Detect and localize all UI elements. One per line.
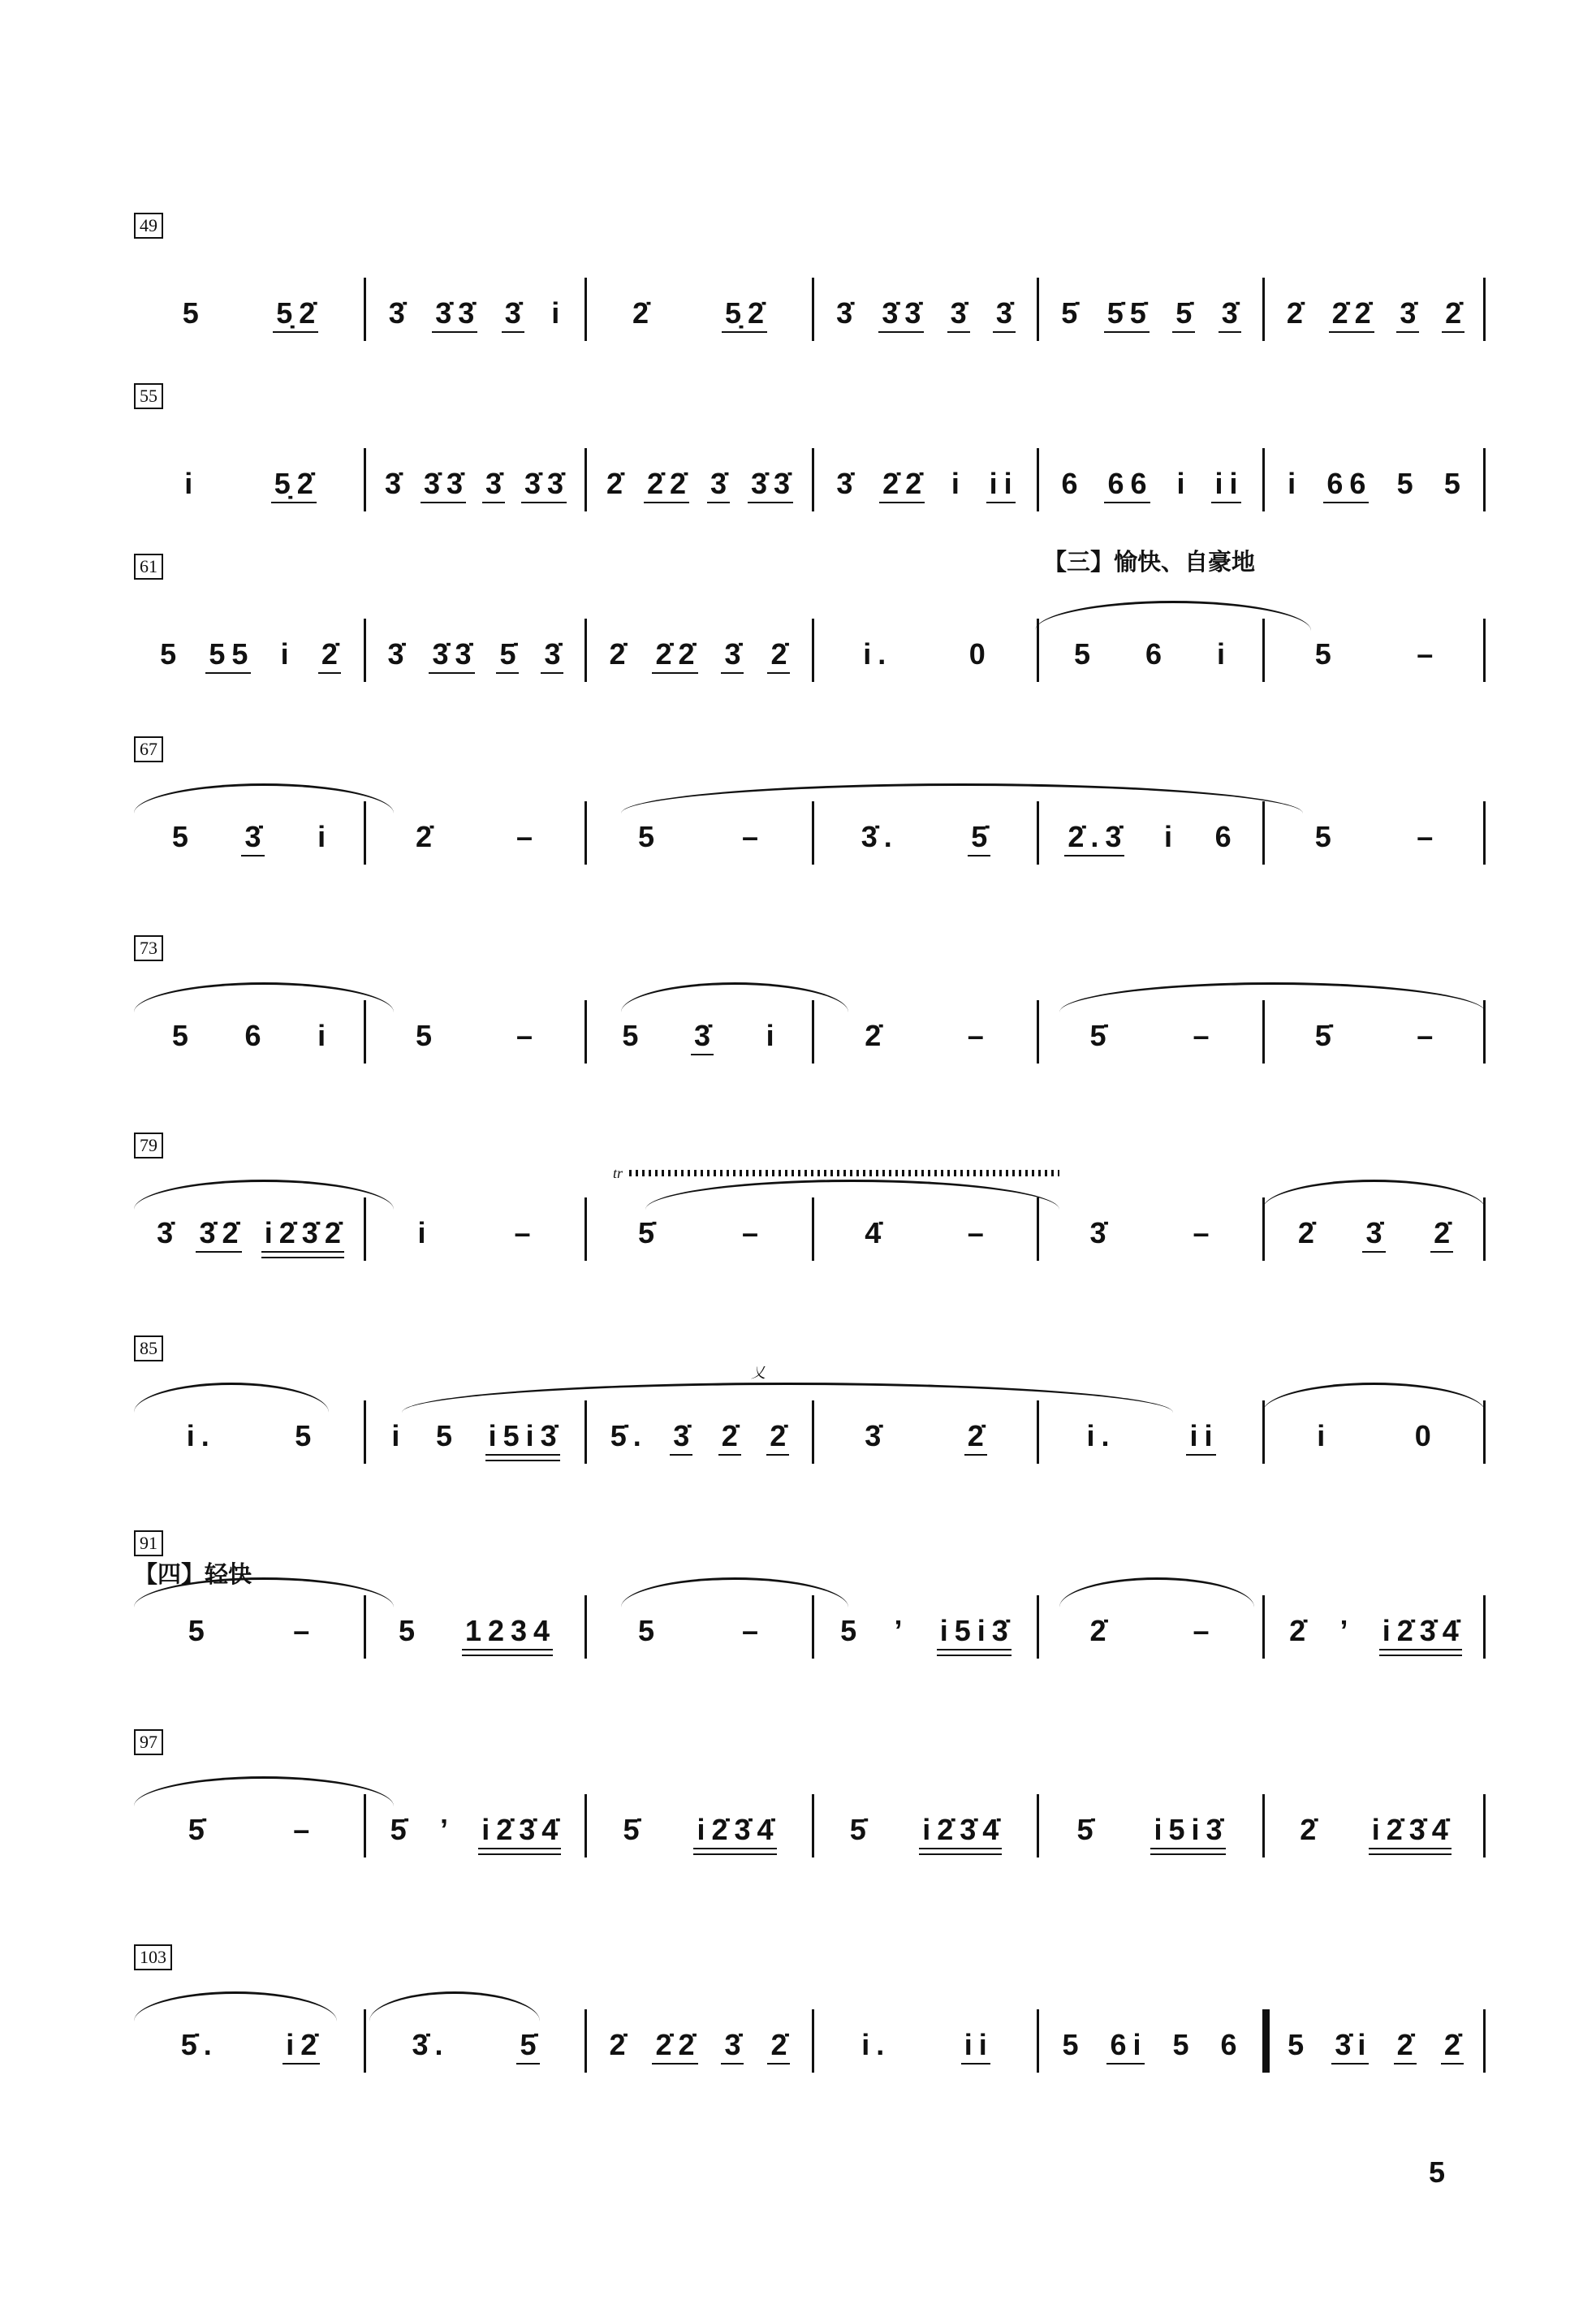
note-token: 5̇ bbox=[493, 636, 522, 674]
staff-line bbox=[134, 1993, 1486, 2082]
note-token: 3̇ bbox=[384, 467, 408, 500]
note-token: i bbox=[317, 1019, 333, 1052]
note-token: 5 bbox=[840, 1614, 864, 1647]
note-token: 2̇2̇ bbox=[1326, 296, 1378, 333]
note-token: 2̇ bbox=[1297, 1216, 1321, 1249]
measure bbox=[584, 432, 812, 521]
music-system bbox=[134, 736, 1486, 882]
measure-number: 97 bbox=[134, 1729, 163, 1755]
note-token: 3̇ bbox=[537, 636, 567, 674]
measure bbox=[364, 432, 584, 521]
note-token: 6 bbox=[1214, 820, 1238, 853]
measure bbox=[1262, 1579, 1486, 1668]
note-token: – bbox=[1417, 1019, 1440, 1052]
barline bbox=[1483, 448, 1486, 511]
note-token: – bbox=[741, 820, 766, 853]
note-token: 5 bbox=[1288, 2028, 1311, 2061]
measure-number: 91 bbox=[134, 1530, 163, 1556]
note-token: 4̇ bbox=[865, 1216, 888, 1249]
note-token: 3̇3̇ bbox=[417, 466, 469, 503]
note-token: 5̇ bbox=[849, 1813, 873, 1846]
note-token: i bbox=[417, 1216, 433, 1249]
note-token: i bbox=[317, 820, 333, 853]
note-token: 3̇ bbox=[718, 636, 747, 674]
note-token: i bbox=[1317, 1419, 1332, 1452]
staff-line bbox=[134, 1165, 1486, 1271]
measure bbox=[1262, 261, 1486, 351]
note-token: 3̇. bbox=[412, 2028, 450, 2061]
note-token: 2̇2̇ bbox=[649, 2027, 701, 2065]
note-token: – bbox=[967, 1216, 990, 1249]
note-token: 5 bbox=[171, 1019, 195, 1052]
note-token: 5̇ bbox=[623, 1813, 646, 1846]
note-token: 6 bbox=[1220, 2028, 1244, 2061]
note-token: 3̇ bbox=[1359, 1215, 1388, 1253]
note-token: 3̇ bbox=[1393, 296, 1422, 333]
note-token: 5 bbox=[1314, 820, 1338, 853]
note-token: 5 bbox=[415, 1019, 439, 1052]
measure bbox=[812, 261, 1037, 351]
note-token: 5̇ bbox=[964, 819, 994, 856]
note-token: 5 bbox=[160, 637, 183, 671]
music-system bbox=[134, 548, 1486, 700]
note-token: 5̣2̇ bbox=[270, 296, 321, 333]
note-token: i bbox=[1163, 820, 1179, 853]
note-token: – bbox=[1193, 1614, 1216, 1647]
note-token: 3̇ bbox=[704, 466, 733, 503]
note-token: i5i3̇ bbox=[1147, 1812, 1228, 1855]
note-token: 5 bbox=[171, 820, 195, 853]
barline bbox=[1483, 1794, 1486, 1857]
barline bbox=[1483, 278, 1486, 341]
measure bbox=[364, 1778, 584, 1867]
note-token: i bbox=[551, 296, 567, 330]
measure bbox=[1037, 261, 1262, 351]
ornament-mark: 乂 bbox=[751, 1365, 766, 1381]
note-token: 5̇. bbox=[180, 2028, 218, 2061]
note-token: ii bbox=[1183, 1418, 1219, 1456]
note-token: i5i3̇ bbox=[482, 1418, 563, 1461]
note-token: – bbox=[515, 1019, 540, 1052]
measure bbox=[134, 261, 364, 351]
note-token: 5 bbox=[1172, 2028, 1196, 2061]
note-token: ii bbox=[1208, 466, 1244, 503]
music-system bbox=[134, 383, 1486, 529]
measure bbox=[364, 1181, 584, 1271]
staff-line bbox=[134, 261, 1486, 351]
measure bbox=[1037, 1181, 1262, 1271]
note-token: 3̇2̇ bbox=[192, 1215, 244, 1253]
note-token: i. bbox=[863, 637, 893, 671]
note-token: 5̇ bbox=[188, 1813, 211, 1846]
note-token: 2̇ bbox=[1089, 1614, 1113, 1647]
note-token: i bbox=[766, 1019, 781, 1052]
measure-number: 73 bbox=[134, 935, 163, 961]
measure-number: 55 bbox=[134, 383, 163, 409]
measure bbox=[812, 432, 1037, 521]
note-token: 3̇. bbox=[861, 820, 899, 853]
note-token: 5 bbox=[1062, 2028, 1085, 2061]
note-token: ’ bbox=[439, 1813, 455, 1846]
staff-line bbox=[134, 1579, 1486, 1668]
note-token: 3̇ bbox=[498, 296, 528, 333]
note-token: 3̇ bbox=[479, 466, 508, 503]
trill-label: tr bbox=[613, 1165, 623, 1181]
measure-number: 49 bbox=[134, 213, 163, 239]
note-token: 5 bbox=[1443, 467, 1467, 500]
note-token: 5 bbox=[182, 296, 205, 330]
page-number: 5 bbox=[1429, 2155, 1446, 2189]
note-token: 3̇ bbox=[718, 2027, 747, 2065]
measure bbox=[812, 1579, 1037, 1668]
note-token: 3̇ bbox=[836, 467, 860, 500]
music-system bbox=[134, 1944, 1486, 2090]
note-token: 5 bbox=[622, 1019, 645, 1052]
note-token: ii bbox=[958, 2027, 994, 2065]
music-system bbox=[134, 1335, 1486, 1482]
note-token: 5̇ bbox=[1076, 1813, 1100, 1846]
note-token: 2̇2̇ bbox=[876, 466, 928, 503]
measure bbox=[364, 602, 584, 692]
measure bbox=[584, 261, 812, 351]
measure bbox=[134, 432, 364, 521]
note-token: 3̇3̇ bbox=[875, 296, 927, 333]
measure bbox=[584, 1993, 812, 2082]
note-token: 3̇ bbox=[238, 819, 267, 856]
measure bbox=[812, 1993, 1037, 2082]
note-token: 5 bbox=[398, 1614, 421, 1647]
note-token: 2̇ bbox=[764, 2027, 793, 2065]
note-token: i bbox=[1176, 467, 1192, 500]
note-token: 3̇ bbox=[388, 296, 412, 330]
note-token: i2̇3̇4̇ bbox=[690, 1812, 779, 1855]
note-token: – bbox=[741, 1614, 766, 1647]
measure bbox=[1262, 432, 1486, 521]
note-token: 3̇3̇ bbox=[429, 296, 481, 333]
measure bbox=[812, 984, 1037, 1073]
note-token: i bbox=[951, 467, 966, 500]
note-token: 2̇ bbox=[865, 1019, 888, 1052]
note-token: ii bbox=[983, 466, 1019, 503]
note-token: i2̇3̇4̇ bbox=[1365, 1812, 1455, 1855]
music-system bbox=[134, 1133, 1486, 1279]
note-token: 6 bbox=[1061, 467, 1085, 500]
measure bbox=[1262, 1993, 1486, 2082]
note-token: i2̇3̇4̇ bbox=[1376, 1613, 1465, 1656]
note-token: ’ bbox=[894, 1614, 909, 1647]
measure-number: 79 bbox=[134, 1133, 163, 1158]
note-token: 66 bbox=[1320, 466, 1372, 503]
staff-line bbox=[134, 432, 1486, 521]
note-token: 5 bbox=[295, 1419, 318, 1452]
measure-number: 103 bbox=[134, 1944, 172, 1970]
note-token: i bbox=[391, 1419, 407, 1452]
measure-number: 61 bbox=[134, 554, 163, 580]
note-token: i5i3̇ bbox=[934, 1613, 1015, 1656]
note-token: i. bbox=[861, 2028, 891, 2061]
note-token: 2̇ bbox=[315, 636, 344, 674]
note-token: 3̇3̇ bbox=[425, 636, 477, 674]
rehearsal-mark: 【三】愉快、自豪地 bbox=[1043, 548, 1256, 576]
note-token: i bbox=[280, 637, 295, 671]
note-token: 0 bbox=[968, 637, 992, 671]
note-token: 5 bbox=[1314, 637, 1338, 671]
music-system bbox=[134, 935, 1486, 1081]
note-token: 2̇ bbox=[1427, 1215, 1456, 1253]
note-token: 5̇5̇ bbox=[1101, 296, 1153, 333]
note-token: 3̇3̇ bbox=[744, 466, 796, 503]
note-token: i. bbox=[186, 1419, 216, 1452]
note-token: i2̇3̇4̇ bbox=[475, 1812, 564, 1855]
measure bbox=[364, 984, 584, 1073]
barline bbox=[1483, 619, 1486, 682]
note-token: 2̇ bbox=[715, 1418, 744, 1456]
note-token: 2̇ bbox=[1300, 1813, 1323, 1846]
note-token: 5 bbox=[637, 1614, 662, 1647]
note-token: 2̇ bbox=[1289, 1614, 1313, 1647]
barline bbox=[1483, 1595, 1486, 1659]
measure bbox=[1037, 432, 1262, 521]
note-token: 5̇. bbox=[610, 1419, 648, 1452]
note-token: 2̇ bbox=[764, 636, 793, 674]
measure bbox=[134, 602, 364, 692]
measure bbox=[812, 602, 1037, 692]
staff-line bbox=[134, 1365, 1486, 1473]
measure bbox=[1037, 1993, 1262, 2082]
note-token: 5 bbox=[637, 820, 662, 853]
note-token: 3̇ bbox=[944, 296, 973, 333]
note-token: 3̇ bbox=[666, 1418, 696, 1456]
note-token: 5 bbox=[1073, 637, 1098, 671]
note-token: 5 bbox=[188, 1614, 211, 1647]
note-token: – bbox=[1417, 820, 1440, 853]
note-token: – bbox=[1193, 1216, 1216, 1249]
note-token: 2̇ bbox=[763, 1418, 792, 1456]
measure bbox=[1262, 602, 1486, 692]
measure bbox=[584, 602, 812, 692]
measure bbox=[584, 1778, 812, 1867]
note-token: 3̇i bbox=[1328, 2027, 1372, 2065]
note-token: – bbox=[293, 1813, 317, 1846]
note-token: 5̇ bbox=[390, 1813, 413, 1846]
note-token: 3̇ bbox=[688, 1018, 717, 1055]
rehearsal-mark: 【四】轻快 bbox=[134, 1560, 252, 1588]
note-token: 3̇ bbox=[836, 296, 860, 330]
note-token: – bbox=[967, 1019, 990, 1052]
staff-line bbox=[134, 602, 1486, 692]
note-token: 3̇ bbox=[990, 296, 1019, 333]
note-token: i2̇ bbox=[279, 2027, 323, 2065]
measure-number: 85 bbox=[134, 1335, 163, 1361]
note-token: 3̇3̇ bbox=[518, 466, 570, 503]
note-token: 3̇ bbox=[157, 1216, 180, 1249]
note-token: – bbox=[293, 1614, 317, 1647]
music-system bbox=[134, 1530, 1486, 1676]
barline bbox=[1483, 801, 1486, 865]
note-token: i2̇3̇2̇ bbox=[258, 1215, 347, 1258]
note-token: 5 bbox=[1396, 467, 1420, 500]
note-token: 2̇ bbox=[632, 296, 655, 330]
note-token: 2̇ bbox=[1438, 2027, 1467, 2065]
note-token: 3̇ bbox=[865, 1419, 888, 1452]
note-token: 3̇ bbox=[1089, 1216, 1113, 1249]
barline bbox=[1483, 2009, 1486, 2073]
measure bbox=[1037, 1778, 1262, 1867]
note-token: 5̇ bbox=[513, 2027, 542, 2065]
measure bbox=[364, 1579, 584, 1668]
note-token: 2̇ bbox=[961, 1418, 990, 1456]
note-token: 6 bbox=[244, 1019, 268, 1052]
note-token: 5̣2̇ bbox=[268, 466, 320, 503]
note-token: 6 bbox=[1145, 637, 1169, 671]
note-token: – bbox=[1417, 637, 1440, 671]
note-token: – bbox=[741, 1216, 766, 1249]
note-token: – bbox=[515, 820, 540, 853]
note-token: 2̇2̇ bbox=[649, 636, 701, 674]
measure-number: 67 bbox=[134, 736, 163, 762]
note-token: 3̇ bbox=[1215, 296, 1244, 333]
staff-line bbox=[134, 984, 1486, 1073]
note-token: 2̇2̇ bbox=[641, 466, 692, 503]
music-system bbox=[134, 1729, 1486, 1875]
note-token: 2̇ bbox=[1286, 296, 1309, 330]
note-token: 5̣2̇ bbox=[718, 296, 770, 333]
note-token: 5̇ bbox=[1169, 296, 1198, 333]
trill-line bbox=[629, 1170, 1059, 1176]
note-token: 1234 bbox=[459, 1613, 556, 1656]
note-token: 5̇ bbox=[1089, 1019, 1113, 1052]
measure bbox=[812, 1778, 1037, 1867]
note-token: 2̇ bbox=[609, 637, 632, 671]
measure bbox=[364, 261, 584, 351]
note-token: i2̇3̇4̇ bbox=[916, 1812, 1005, 1855]
note-token: 2̇ bbox=[1391, 2027, 1420, 2065]
note-token: 3̇ bbox=[387, 637, 411, 671]
note-token: 2̇ bbox=[415, 820, 439, 853]
note-token: – bbox=[1193, 1019, 1216, 1052]
note-token: 5̇ bbox=[1314, 1019, 1338, 1052]
note-token: 6i bbox=[1103, 2027, 1147, 2065]
note-token: i bbox=[1216, 637, 1232, 671]
note-token: i bbox=[184, 467, 200, 500]
note-token: 66 bbox=[1101, 466, 1153, 503]
note-token: 0 bbox=[1414, 1419, 1438, 1452]
note-token: – bbox=[514, 1216, 537, 1249]
staff-line bbox=[134, 1778, 1486, 1867]
measure bbox=[1262, 785, 1486, 874]
note-token: 55 bbox=[202, 636, 254, 674]
note-token: ’ bbox=[1339, 1614, 1355, 1647]
measure bbox=[364, 785, 584, 874]
music-system bbox=[134, 213, 1486, 359]
note-token: 2̇.3̇ bbox=[1061, 819, 1128, 856]
note-token: 5̇ bbox=[1061, 296, 1085, 330]
note-token: 5̇ bbox=[637, 1216, 662, 1249]
note-token: i. bbox=[1086, 1419, 1116, 1452]
note-token: i bbox=[1288, 467, 1303, 500]
note-token: 5 bbox=[435, 1419, 459, 1452]
note-token: 2̇ bbox=[606, 467, 629, 500]
measure bbox=[1262, 1778, 1486, 1867]
note-token: 2̇ bbox=[609, 2028, 632, 2061]
note-token: 2̇ bbox=[1439, 296, 1468, 333]
staff-line bbox=[134, 785, 1486, 874]
